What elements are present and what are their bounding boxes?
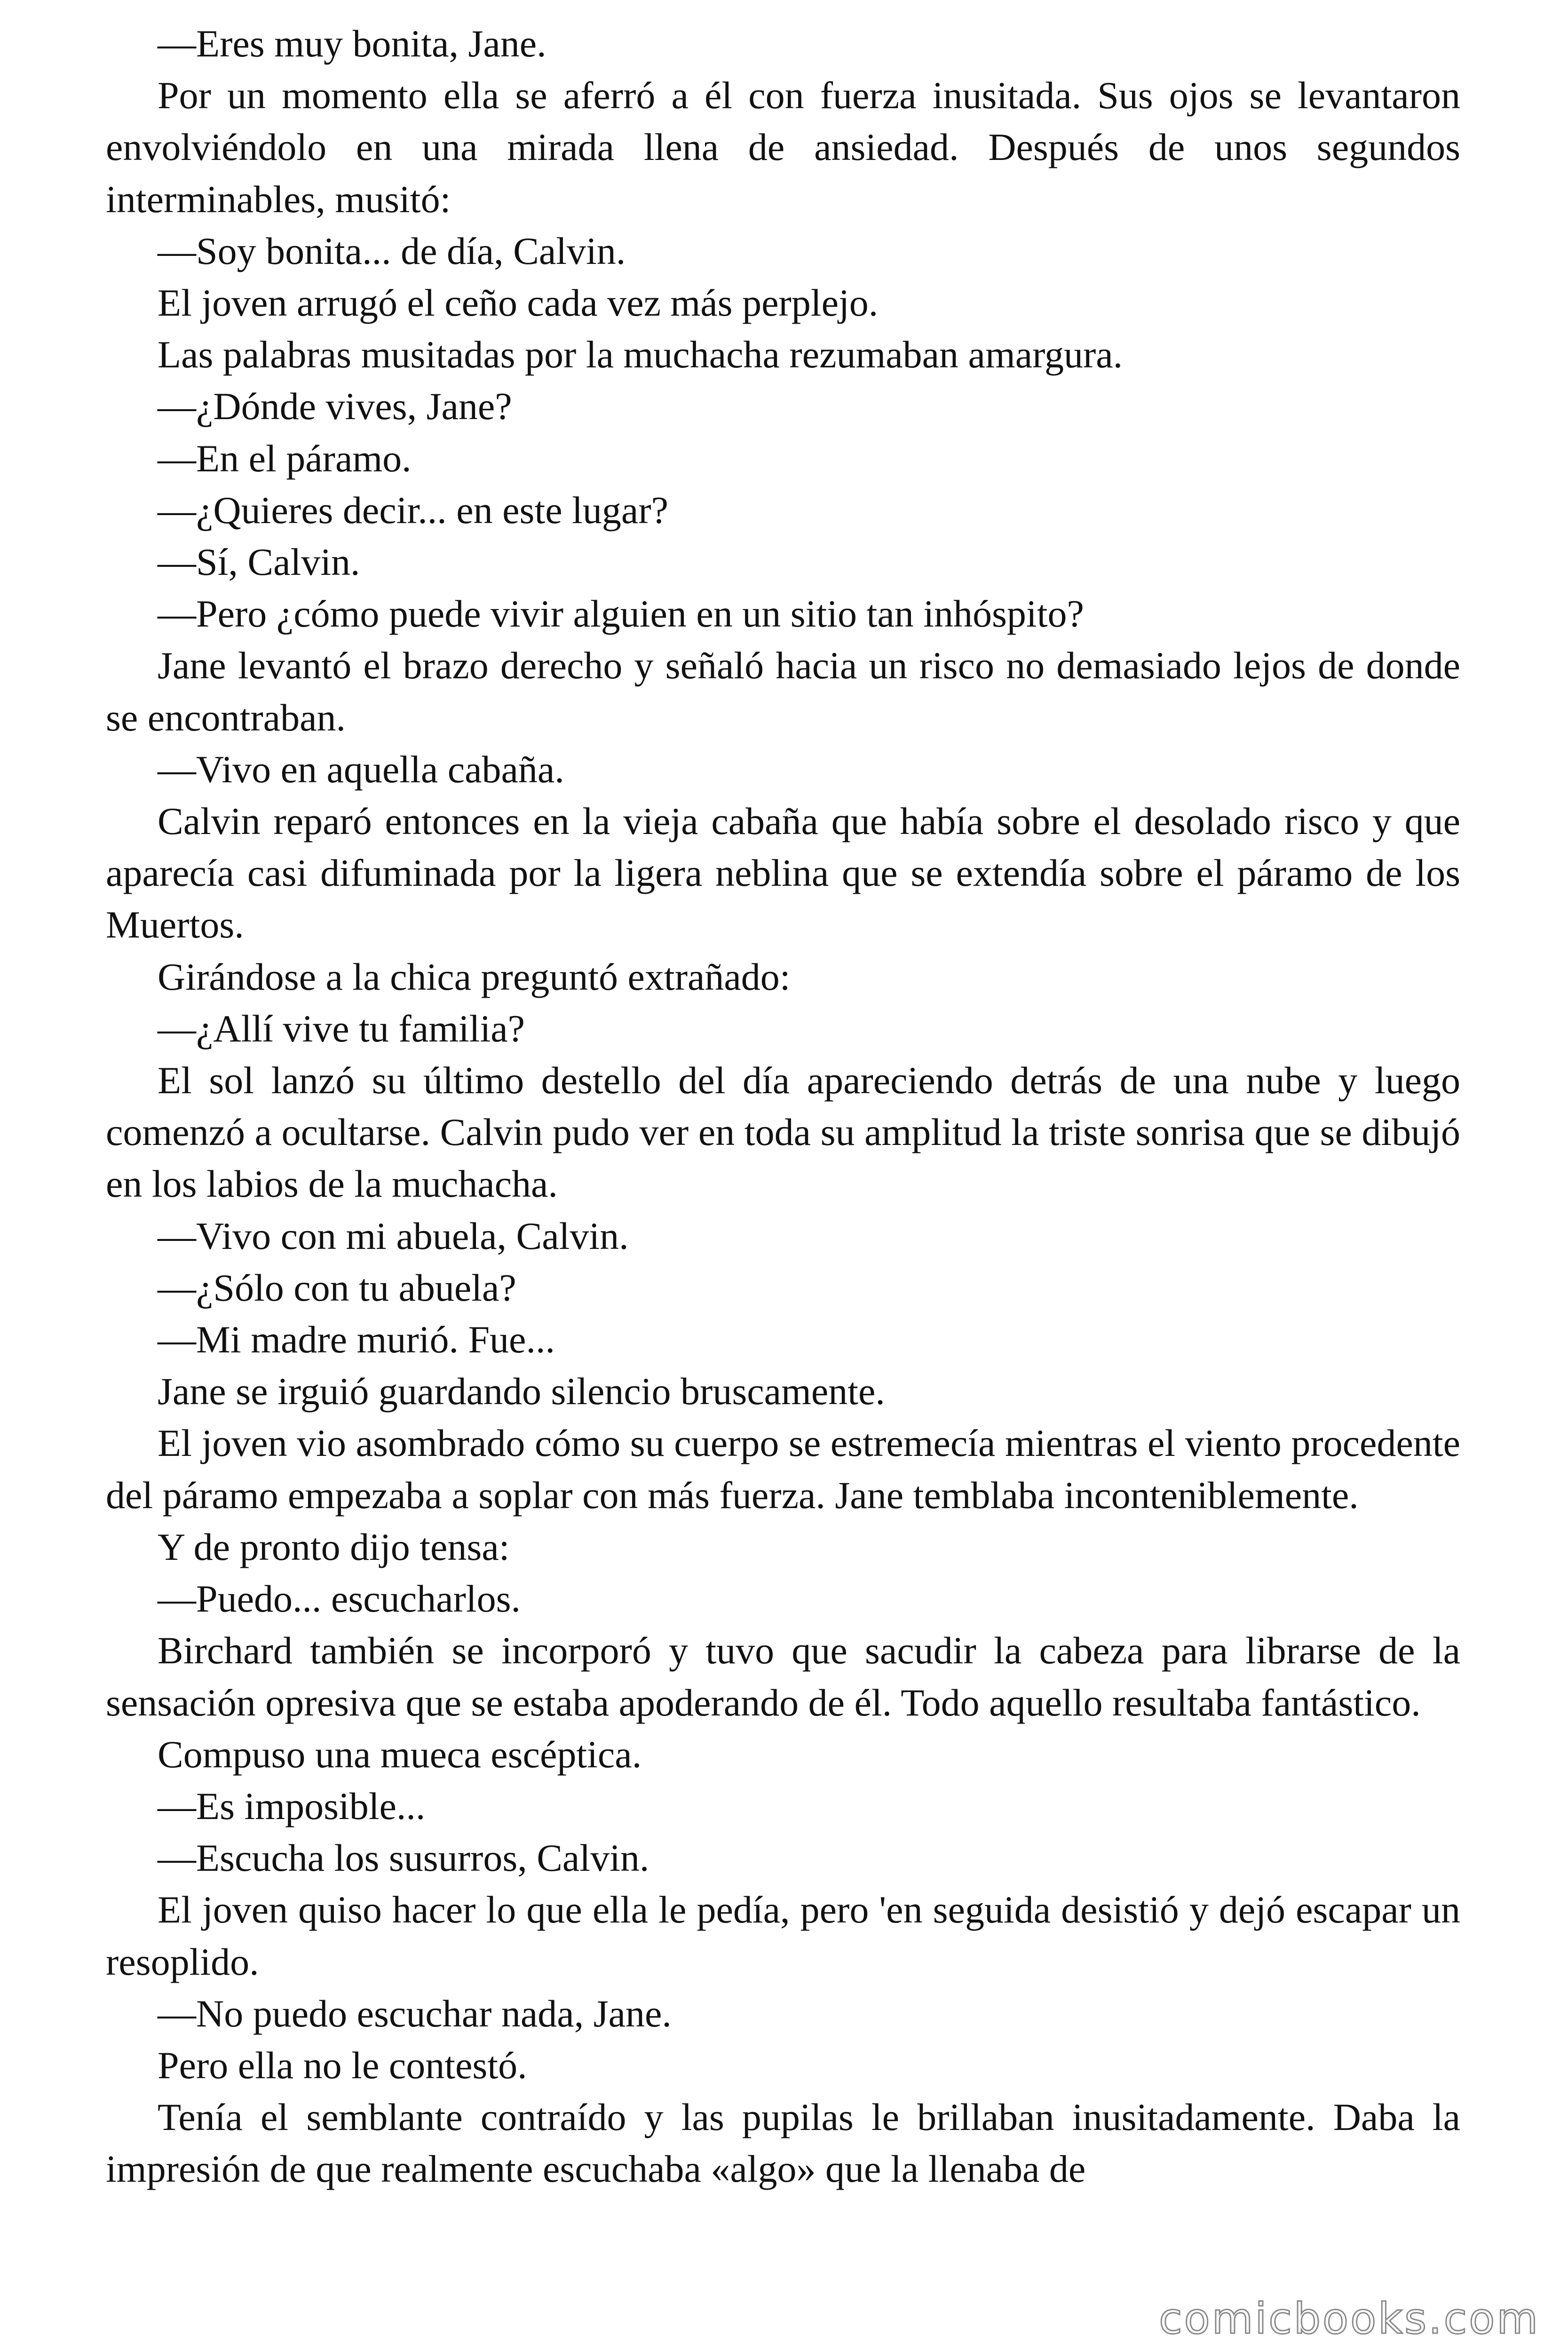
paragraph: —Sí, Calvin. [158, 540, 360, 584]
paragraph: —¿Sólo con tu abuela? [158, 1266, 516, 1309]
paragraph: Girándose a la chica preguntó extrañado: [158, 955, 791, 998]
paragraph: El sol lanzó su último destello del día apareciendo detrás de una nube y luego comenzó a ocultarse. Calvin pudo ver en toda su amplitud la triste sonrisa que se dibujó en los labios de la muchacha. [106, 1059, 1460, 1206]
paragraph: —Mi madre murió. Fue... [158, 1318, 555, 1361]
paragraph: Tenía el semblante contraído y las pupilas le brillaban inusitadamente. Daba la impresión de que realmente escuchaba «algo» que la llenaba de [106, 2096, 1460, 2191]
paragraph: —En el páramo. [158, 437, 412, 480]
paragraph: —Soy bonita... de día, Calvin. [158, 229, 626, 272]
paragraph: Jane levantó el brazo derecho y señaló hacia un risco no demasiado lejos de donde se encontraban. [106, 644, 1460, 739]
paragraph: Jane se irguió guardando silencio bruscamente. [158, 1370, 885, 1413]
paragraph: —No puedo escuchar nada, Jane. [158, 1992, 672, 2035]
paragraph: —Vivo con mi abuela, Calvin. [158, 1214, 629, 1257]
paragraph: Calvin reparó entonces en la vieja cabaña que había sobre el desolado risco y que aparecía casi difuminada por la ligera neblina que se extendía sobre el páramo de los Muertos. [106, 800, 1460, 946]
paragraph: El joven vio asombrado cómo su cuerpo se estremecía mientras el viento procedente del páramo empezaba a soplar con más fuerza. Jane temblaba inconteniblemente. [106, 1422, 1460, 1517]
paragraph: Pero ella no le contestó. [158, 2043, 527, 2087]
paragraph: —Pero ¿cómo puede vivir alguien en un sitio tan inhóspito? [158, 592, 1084, 636]
paragraph: —¿Quieres decir... en este lugar? [158, 488, 669, 532]
paragraph: El joven quiso hacer lo que ella le pedía, pero 'en seguida desistió y dejó escapar un resoplido. [106, 1888, 1460, 1983]
paragraph: —¿Dónde vives, Jane? [158, 385, 512, 428]
paragraph: Y de pronto dijo tensa: [158, 1525, 510, 1568]
paragraph: El joven arrugó el ceño cada vez más perplejo. [158, 281, 879, 325]
paragraph: —Es imposible... [158, 1784, 426, 1828]
paragraph: Compuso una mueca escéptica. [158, 1732, 642, 1776]
paragraph: —Puedo... escucharlos. [158, 1577, 521, 1621]
paragraph: Las palabras musitadas por la muchacha rezumaban amargura. [158, 333, 1123, 376]
watermark: comicbooks.com [1159, 2294, 1540, 2344]
paragraph: Por un momento ella se aferró a él con fuerza inusitada. Sus ojos se levantaron envolviéndolo en una mirada llena de ansiedad. Después de unos segundos interminables, musitó: [106, 74, 1460, 221]
paragraph: Birchard también se incorporó y tuvo que sacudir la cabeza para librarse de la sensación opresiva que se estaba apoderando de él. Todo aquello resultaba fantástico. [106, 1629, 1460, 1724]
paragraph: —Escucha los susurros, Calvin. [158, 1836, 649, 1880]
paragraph: —Eres muy bonita, Jane. [158, 22, 546, 65]
body-text [106, 18, 1460, 2195]
paragraph: —Vivo en aquella cabaña. [158, 747, 564, 791]
paragraph: —¿Allí vive tu familia? [158, 1007, 525, 1050]
